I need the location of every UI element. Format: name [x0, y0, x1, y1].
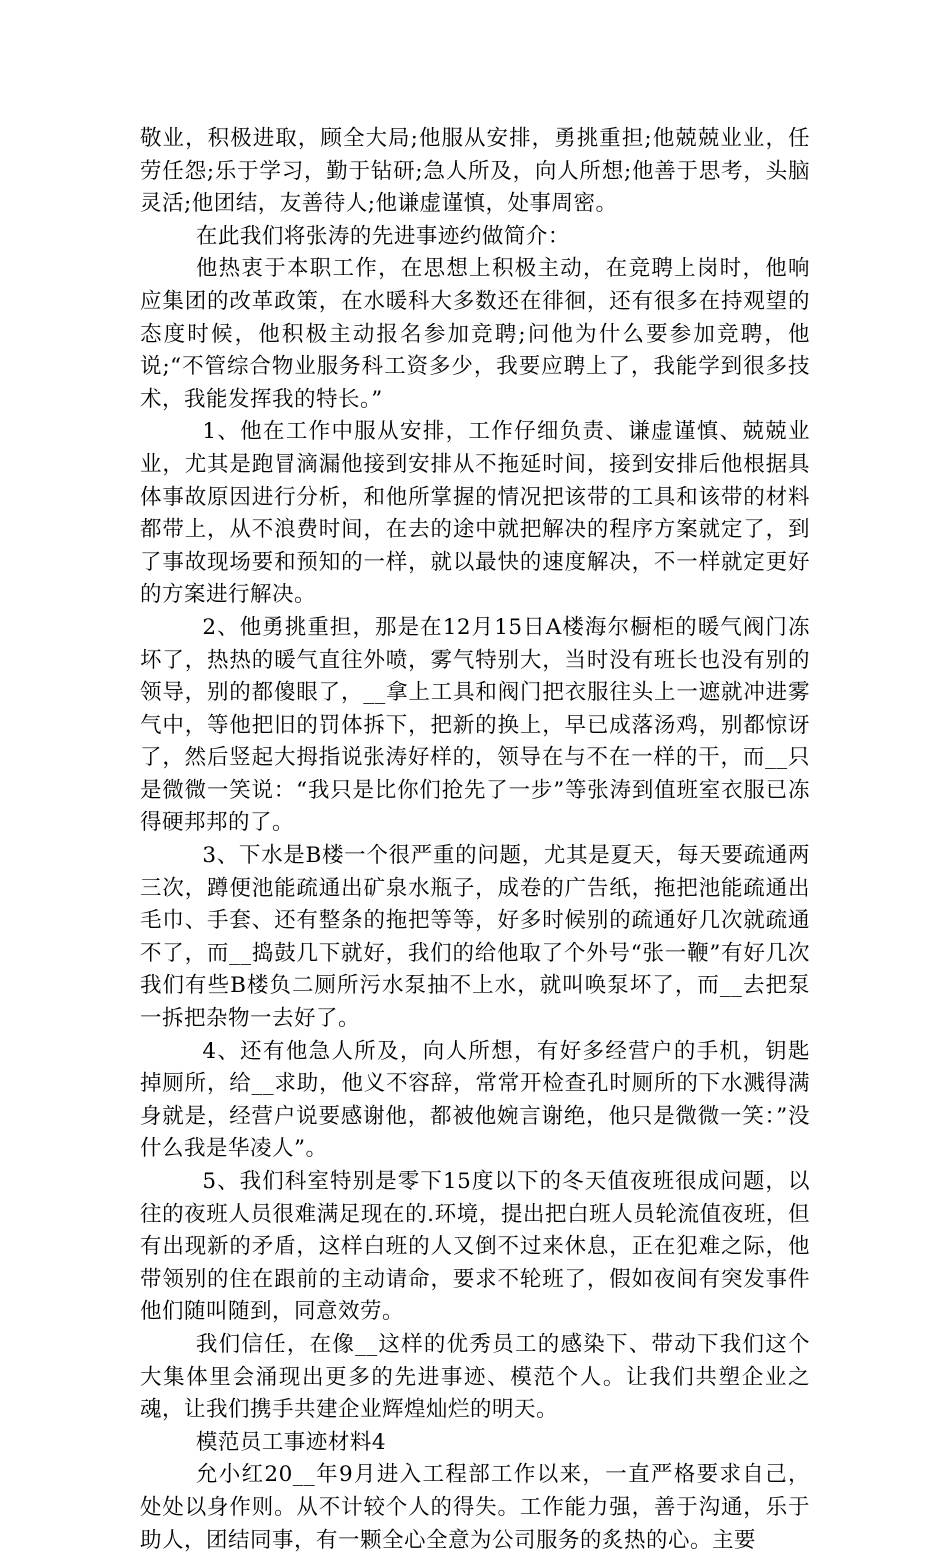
paragraph-item-4: 4、还有他急人所及，向人所想，有好多经营户的手机，钥匙掉厕所，给__求助，他义不容辞，常常开检查孔时厕所的下水溅得满身就是，经营户说要感谢他，都被他婉言谢绝，他只是微微一笑：”没什么我是华凌人”。	[140, 1038, 810, 1162]
section-heading: 模范员工事迹材料4	[195, 1429, 387, 1455]
paragraph-item-2: 2、他勇挑重担，那是在12月15日A楼海尔橱柜的暖气阀门冻坏了，热热的暖气直往外喷，雾气特别大，当时没有班长也没有别的领导，别的都傻眼了，__拿上工具和阀门把衣服往头上一遮就冲进雾气中，等他把旧的罚体拆下，把新的换上，早已成落汤鸡，别都惊讶了，然后竖起大拇指说张涛好样的，领导在与不在一样的干，而__只是微微一笑说：“我只是比你们抢先了一步”等张涛到值班室衣服已冻得硬邦邦的了。	[140, 614, 810, 836]
paragraph-item-5: 5、我们科室特别是零下15度以下的冬天值夜班很成问题，以往的夜班人员很难满足现在的.环境，提出把白班人员轮流值夜班，但有出现新的矛盾，这样白班的人又倒不过来休息，正在犯难之际，他带领别的住在跟前的主动请命，要求不轮班了，假如夜间有突发事件他们随叫随到，同意效劳。	[140, 1169, 810, 1325]
paragraph-conclusion: 我们信任，在像__这样的优秀员工的感染下、带动下我们这个大集体里会涌现出更多的先进事迹、模范个人。让我们共塑企业之魂，让我们携手共建企业辉煌灿烂的明天。	[140, 1331, 810, 1423]
paragraph-item-3: 3、下水是B楼一个很严重的问题，尤其是夏天，每天要疏通两三次，蹲便池能疏通出矿泉水瓶子，成卷的广告纸，拖把池能疏通出毛巾、手套、还有整条的拖把等等，好多时候别的疏通好几次就疏通不了，而__捣鼓几下就好，我们的给他取了个外号“张一鞭”有好几次我们有些B楼负二厕所污水泵抽不上水，就叫唤泵坏了，而__去把泵一拆把杂物一去好了。	[140, 843, 810, 1032]
paragraph-continued: 敬业，积极进取，顾全大局;他服从安排，勇挑重担;他兢兢业业，任劳任怨;乐于学习，勤于钻研;急人所及，向人所想;他善于思考，头脑灵活;他团结，友善待人;他谦虚谨慎，处事周密。	[140, 126, 810, 217]
paragraph-item-1: 1、他在工作中服从安排，工作仔细负责、谦虚谨慎、兢兢业业，尤其是跑冒滴漏他接到安排从不拖延时间，接到安排后他根据具体事故原因进行分析，和他所掌握的情况把该带的工具和该带的材料都带上，从不浪费时间，在去的途中就把解决的程序方案就定了，到了事故现场要和预知的一样，就以最快的速度解决，不一样就定更好的方案进行解决。	[140, 419, 810, 608]
paragraph-body: 他热衷于本职工作，在思想上积极主动，在竞聘上岗时，他响应集团的改革政策，在水暖科大多数还在徘徊，还有很多在持观望的态度时候，他积极主动报名参加竞聘;问他为什么要参加竞聘，他说;“不管综合物业服务科工资多少，我要应聘上了，我能学到很多技术，我能发挥我的特长。”	[140, 256, 810, 412]
paragraph-intro: 在此我们将张涛的先进事迹约做简介：	[195, 223, 570, 249]
document-body	[140, 123, 810, 1557]
paragraph-next-section: 允小红20__年9月进入工程部工作以来，一直严格要求自己，处处以身作则。从不计较个人的得失。工作能力强，善于沟通，乐于助人，团结同事，有一颗全心全意为公司服务的炙热的心。主要	[140, 1462, 810, 1553]
